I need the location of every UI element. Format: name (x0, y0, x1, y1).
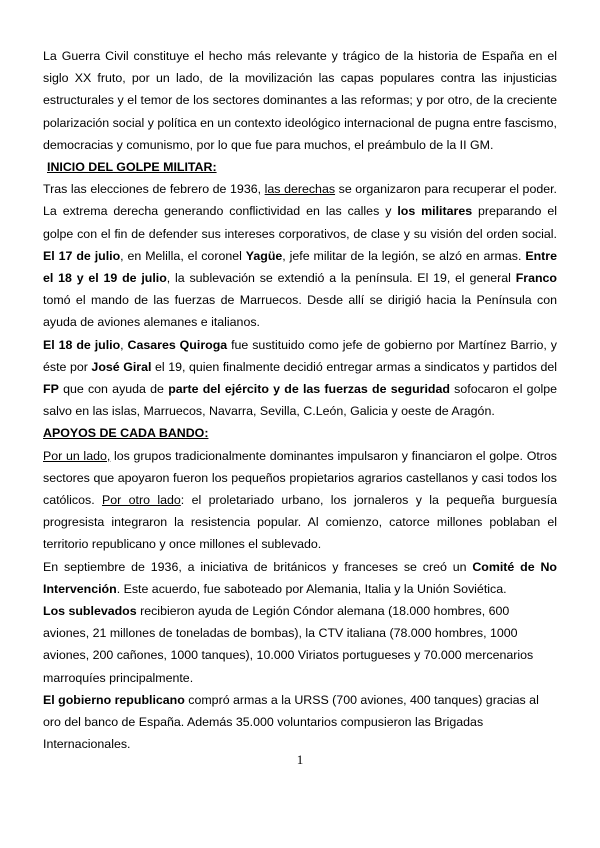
bold-text: Entre el 18 y el 19 de julio (43, 248, 557, 286)
text-run: el 19, quien finalmente decidió entregar armas a sindicatos y partidos del (151, 359, 557, 374)
paragraph-golpe-1 (43, 178, 557, 333)
bold-text: Comité de No Intervención (43, 559, 557, 596)
paragraph-apoyos-2 (43, 556, 557, 600)
bold-text: El gobierno republicano (43, 692, 185, 707)
bold-text: José Giral (91, 359, 152, 374)
underlined-text: las derechas (264, 182, 336, 197)
bold-text: parte del ejército y de las fuerzas de seguridad (168, 382, 450, 397)
bold-text: El 18 de julio (43, 337, 121, 352)
section-heading-golpe: INICIO DEL GOLPE MILITAR: (47, 160, 217, 175)
bold-text: Casares Quiroga (127, 337, 228, 352)
bold-text: Los sublevados (43, 604, 137, 619)
text-run: Tras las elecciones de febrero de 1936, (43, 182, 265, 197)
paragraph-apoyos-1 (43, 445, 557, 556)
text-run: recibieron ayuda de Legión Cóndor alemana (18.000 hombres, 600 aviones, 21 millones de toneladas de bombas), la CTV italiana (78.000 hombres, 1000 aviones, 200 cañones, 1000 tanques), 10.000 Viriatos portugueses y 70.000 mercenarios marroquíes principalmente. (43, 604, 534, 685)
text-run: los grupos tradicionalmente dominantes impulsaron y financiaron el golpe. Otros sectores que apoyaron fueron los pequeños propietarios agrarios castellanos y casi todos los católicos. (43, 448, 557, 508)
paragraph-golpe-2 (43, 334, 557, 423)
intro-paragraph: La Guerra Civil constituye el hecho más relevante y trágico de la historia de España en el siglo XX fruto, por un lado, de la movilización las capas populares contra las injusticias estructurales y el temor de los sectores dominantes a las reformas; y por otro, de la creciente polarización social y política en un contexto ideológico internacional de pugna entre fascismo, democracias y comunismo, por lo que fue para muchos, el preámbulo de la II GM. (43, 49, 557, 152)
text-run: se organizaron para recuperar el poder. La extrema derecha generando conflictividad en las calles y (43, 182, 557, 219)
text-run: que con ayuda de (58, 382, 169, 397)
text-run: tomó el mando de las fuerzas de Marruecos. Desde allí se dirigió hacia la Península con ayuda de aviones alemanes e italianos. (43, 293, 557, 330)
underlined-text: Por otro lado (102, 493, 181, 508)
text-run: , la sublevación se extendió a la península. El 19, el general (166, 271, 516, 286)
bold-text: El 17 de julio (43, 248, 121, 263)
text-run: , (120, 337, 128, 352)
text-run: preparando el golpe con el fin de defender sus intereses corporativos, de clase y su visión del orden social. (43, 204, 557, 241)
text-run: . Este acuerdo, fue saboteado por Alemania, Italia y la Unión Soviética. (116, 581, 507, 596)
paragraph-apoyos-4 (43, 689, 557, 756)
text-run: compró armas a la URSS (700 aviones, 400 tanques) gracias al oro del banco de España. Además 35.000 voluntarios compusieron las Brigadas Internacionales. (43, 692, 539, 752)
underlined-text: Por un lado, (43, 448, 111, 463)
bold-text: Yagüe (245, 248, 283, 263)
text-run: , jefe militar de la legión, se alzó en armas. (282, 248, 526, 263)
bold-text: FP (43, 382, 59, 397)
bold-text: Franco (515, 271, 557, 286)
text-run: fue sustituido como jefe de gobierno por Martínez Barrio, y éste por (43, 337, 557, 374)
paragraph-apoyos-3 (43, 600, 557, 689)
bold-text: los militares (397, 204, 473, 219)
section-heading-apoyos: APOYOS DE CADA BANDO: (43, 426, 209, 441)
document-body (43, 45, 557, 756)
text-run: En septiembre de 1936, a iniciativa de británicos y franceses se creó un (43, 559, 473, 574)
text-run: : el proletariado urbano, los jornaleros y la pequeña burguesía progresista integraron la resistencia popular. Al comienzo, catorce millones poblaban el territorio republicano y once millones el sublevado. (43, 493, 558, 552)
text-run: , en Melilla, el coronel (120, 248, 246, 263)
text-run: sofocaron el golpe salvo en las islas, Marruecos, Navarra, Sevilla, C.León, Galicia y oeste de Aragón. (43, 382, 557, 419)
page-number: 1 (296, 752, 304, 767)
